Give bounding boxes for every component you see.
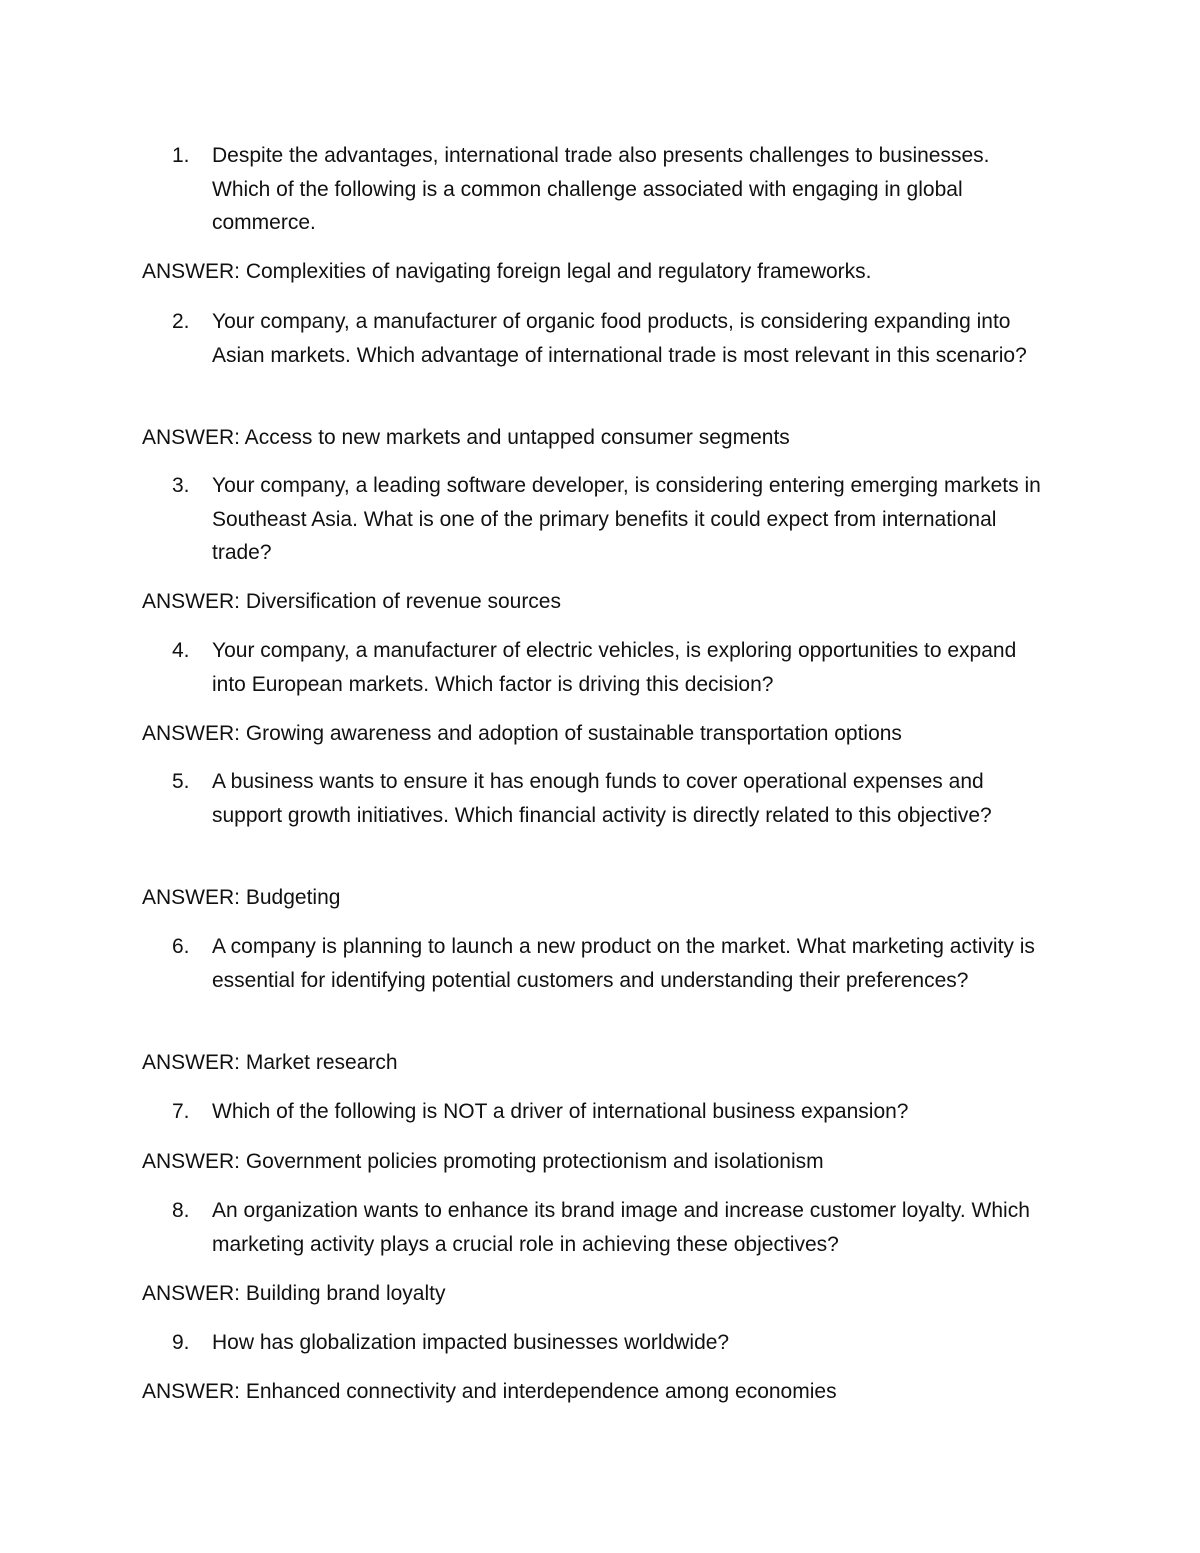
question-text: A business wants to ensure it has enough funds to cover operational expenses and support growth initiatives. Which financial activity is directly related to this objective? [212, 770, 992, 827]
answer-8: ANSWER: Building brand loyalty [142, 1282, 446, 1305]
answer-7: ANSWER: Government policies promoting protectionism and isolationism [142, 1150, 824, 1173]
question-number: 7. [172, 1100, 190, 1123]
question-block-2 [0, 305, 1200, 372]
question-block-8 [0, 1194, 1200, 1261]
answer-1: ANSWER: Complexities of navigating foreign legal and regulatory frameworks. [142, 260, 872, 283]
question-5 [0, 765, 1052, 832]
question-text: How has globalization impacted businesses worldwide? [212, 1331, 730, 1354]
question-1 [0, 139, 1052, 240]
question-2 [0, 305, 1052, 372]
question-block-5 [0, 765, 1200, 832]
answer-5: ANSWER: Budgeting [142, 886, 341, 909]
question-number: 3. [172, 474, 190, 497]
question-text: A company is planning to launch a new product on the market. What marketing activity is essential for identifying potential customers and understanding their preferences? [212, 935, 1035, 992]
question-block-3 [0, 469, 1200, 570]
question-number: 2. [172, 310, 190, 333]
question-block-7 [0, 1095, 1200, 1129]
question-3 [0, 469, 1052, 570]
question-number: 8. [172, 1199, 190, 1222]
question-9 [0, 1326, 1052, 1360]
question-6 [0, 930, 1052, 997]
question-8 [0, 1194, 1052, 1261]
question-number: 5. [172, 770, 190, 793]
question-text: Your company, a leading software developer, is considering entering emerging markets in Southeast Asia. What is one of the primary benefits it could expect from international trade? [212, 474, 1041, 564]
question-4 [0, 634, 1052, 701]
question-number: 9. [172, 1331, 190, 1354]
answer-2: ANSWER: Access to new markets and untapped consumer segments [142, 426, 790, 449]
question-7 [0, 1095, 1052, 1129]
question-text: Which of the following is NOT a driver of international business expansion? [212, 1100, 909, 1123]
question-block-9 [0, 1326, 1200, 1360]
answer-6: ANSWER: Market research [142, 1051, 398, 1074]
answer-9: ANSWER: Enhanced connectivity and interdependence among economies [142, 1380, 837, 1403]
question-block-4 [0, 634, 1200, 701]
question-text: Despite the advantages, international trade also presents challenges to businesses. Which of the following is a common challenge associated with engaging in global commerce. [212, 144, 990, 234]
question-text: An organization wants to enhance its brand image and increase customer loyalty. Which marketing activity plays a crucial role in achieving these objectives? [212, 1199, 1030, 1256]
question-number: 1. [172, 144, 190, 167]
question-number: 4. [172, 639, 190, 662]
question-block-6 [0, 930, 1200, 997]
question-text: Your company, a manufacturer of organic food products, is considering expanding into Asian markets. Which advantage of international trade is most relevant in this scenario? [212, 310, 1027, 367]
question-number: 6. [172, 935, 190, 958]
answer-4: ANSWER: Growing awareness and adoption of sustainable transportation options [142, 722, 902, 745]
question-text: Your company, a manufacturer of electric vehicles, is exploring opportunities to expand into European markets. Which factor is driving this decision? [212, 639, 1017, 696]
question-block-1 [0, 139, 1200, 240]
answer-3: ANSWER: Diversification of revenue sources [142, 590, 561, 613]
